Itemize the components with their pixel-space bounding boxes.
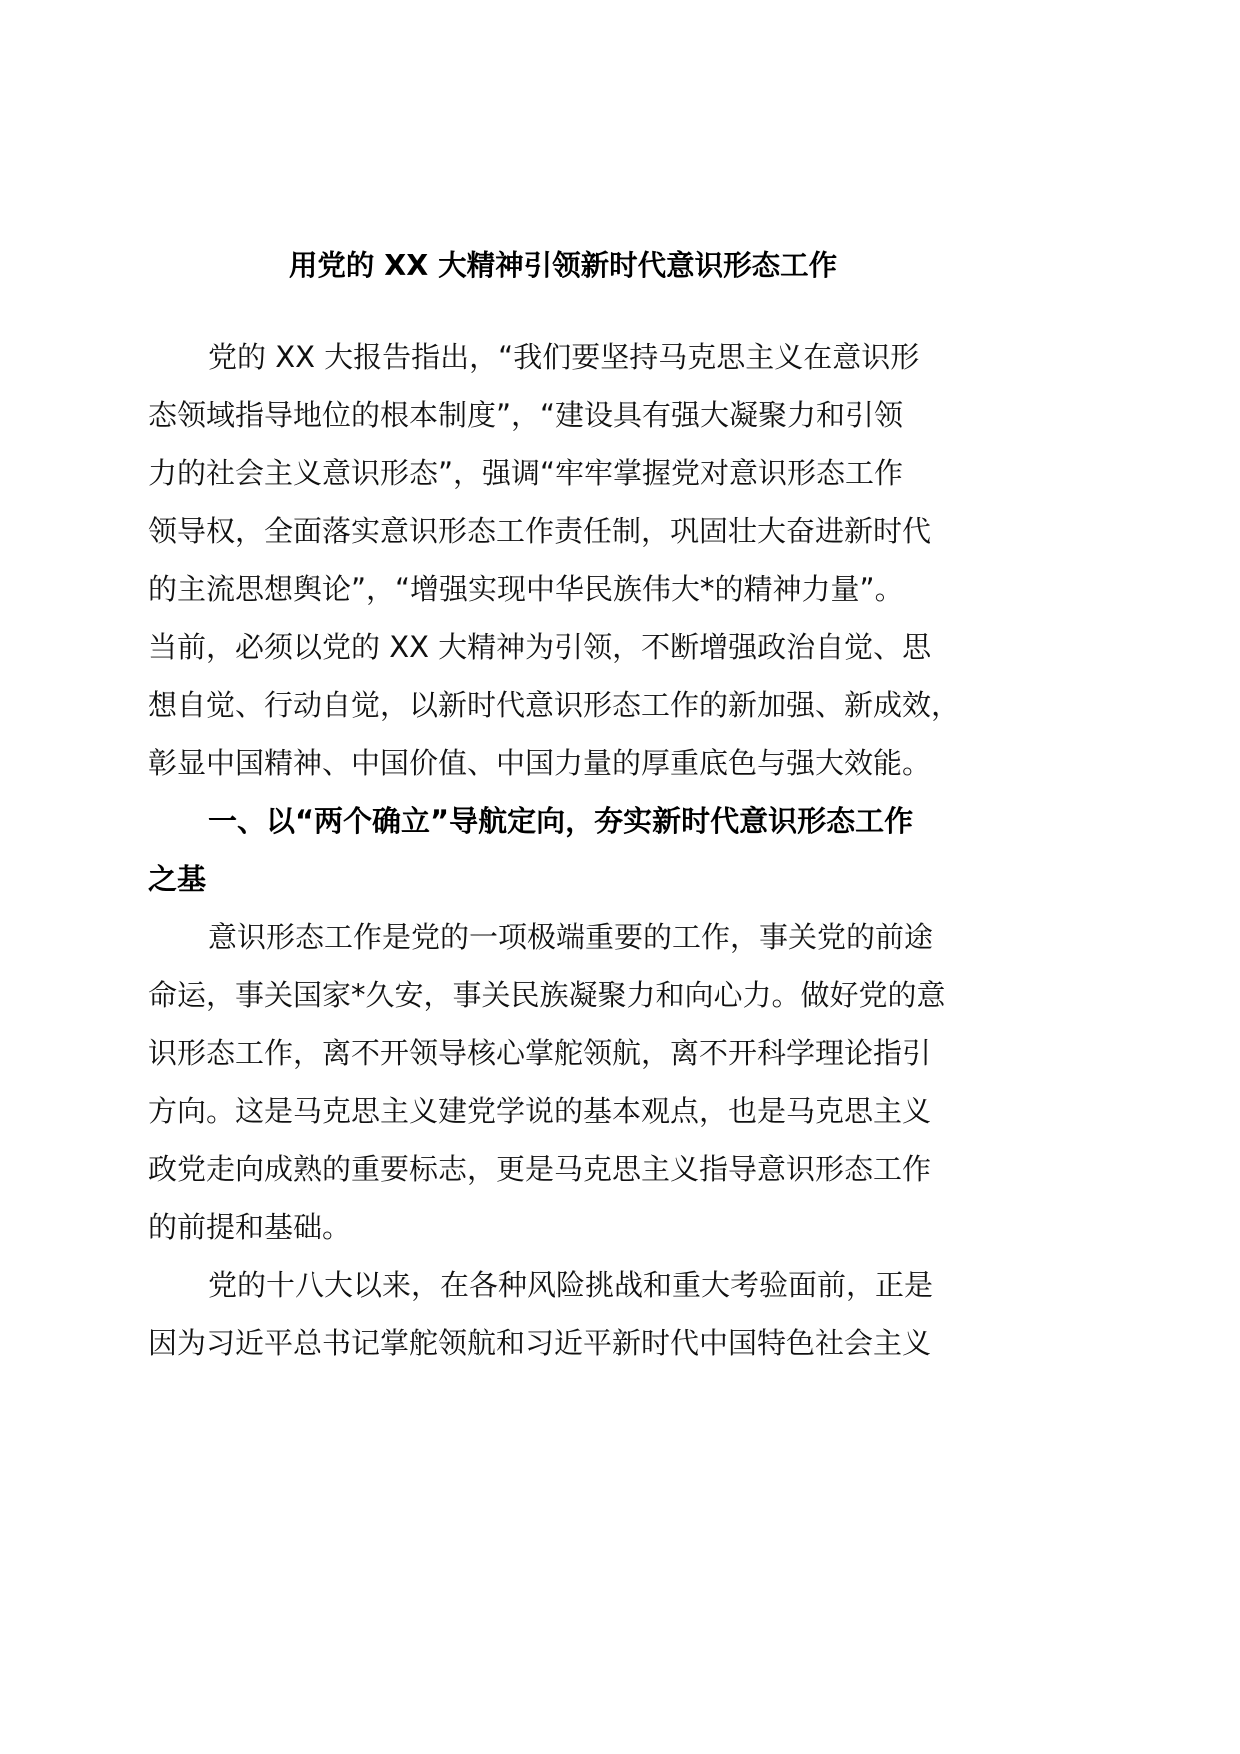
text-line: 命运，事关国家*久安，事关民族凝聚力和向心力。做好党的意 [148,978,946,1012]
paragraph-ideology-work [148,908,978,1256]
text-line: 想自觉、行动自觉，以新时代意识形态工作的新加强、新成效， [148,688,961,722]
text-line: 识形态工作，离不开领导核心掌舵领航，离不开科学理论指引 [148,1036,932,1070]
section-heading-1 [148,792,978,908]
text-line: 力的社会主义意识形态”，强调“牢牢掌握党对意识形态工作 [148,456,904,490]
text-line: 党的十八大以来，在各种风险挑战和重大考验面前，正是 [208,1268,934,1302]
heading-line: 一、以“两个确立”导航定向，夯实新时代意识形态工作 [208,804,914,838]
document-body [148,328,978,1372]
text-line: 党的 XX 大报告指出，“我们要坚持马克思主义在意识形 [208,340,920,374]
text-line: 态领域指导地位的根本制度”，“建设具有强大凝聚力和引领 [148,398,904,432]
text-line: 政党走向成熟的重要标志，更是马克思主义指导意识形态工作 [148,1152,932,1186]
document-title: 用党的 XX 大精神引领新时代意识形态工作 [288,249,838,282]
text-line: 的前提和基础。 [148,1210,352,1244]
text-line: 因为习近平总书记掌舵领航和习近平新时代中国特色社会主义 [148,1326,932,1360]
text-line: 彰显中国精神、中国价值、中国力量的厚重底色与强大效能。 [148,746,932,780]
paragraph-since-18th-congress [148,1256,978,1372]
paragraph-intro [148,328,978,792]
text-line: 方向。这是马克思主义建党学说的基本观点，也是马克思主义 [148,1094,932,1128]
text-line: 当前，必须以党的 XX 大精神为引领，不断增强政治自觉、思 [148,630,932,664]
heading-line: 之基 [148,862,207,896]
text-line: 领导权，全面落实意识形态工作责任制，巩固壮大奋进新时代 [148,514,932,548]
text-line: 的主流思想舆论”，“增强实现中华民族伟大*的精神力量”。 [148,572,904,606]
text-line: 意识形态工作是党的一项极端重要的工作，事关党的前途 [208,920,934,954]
